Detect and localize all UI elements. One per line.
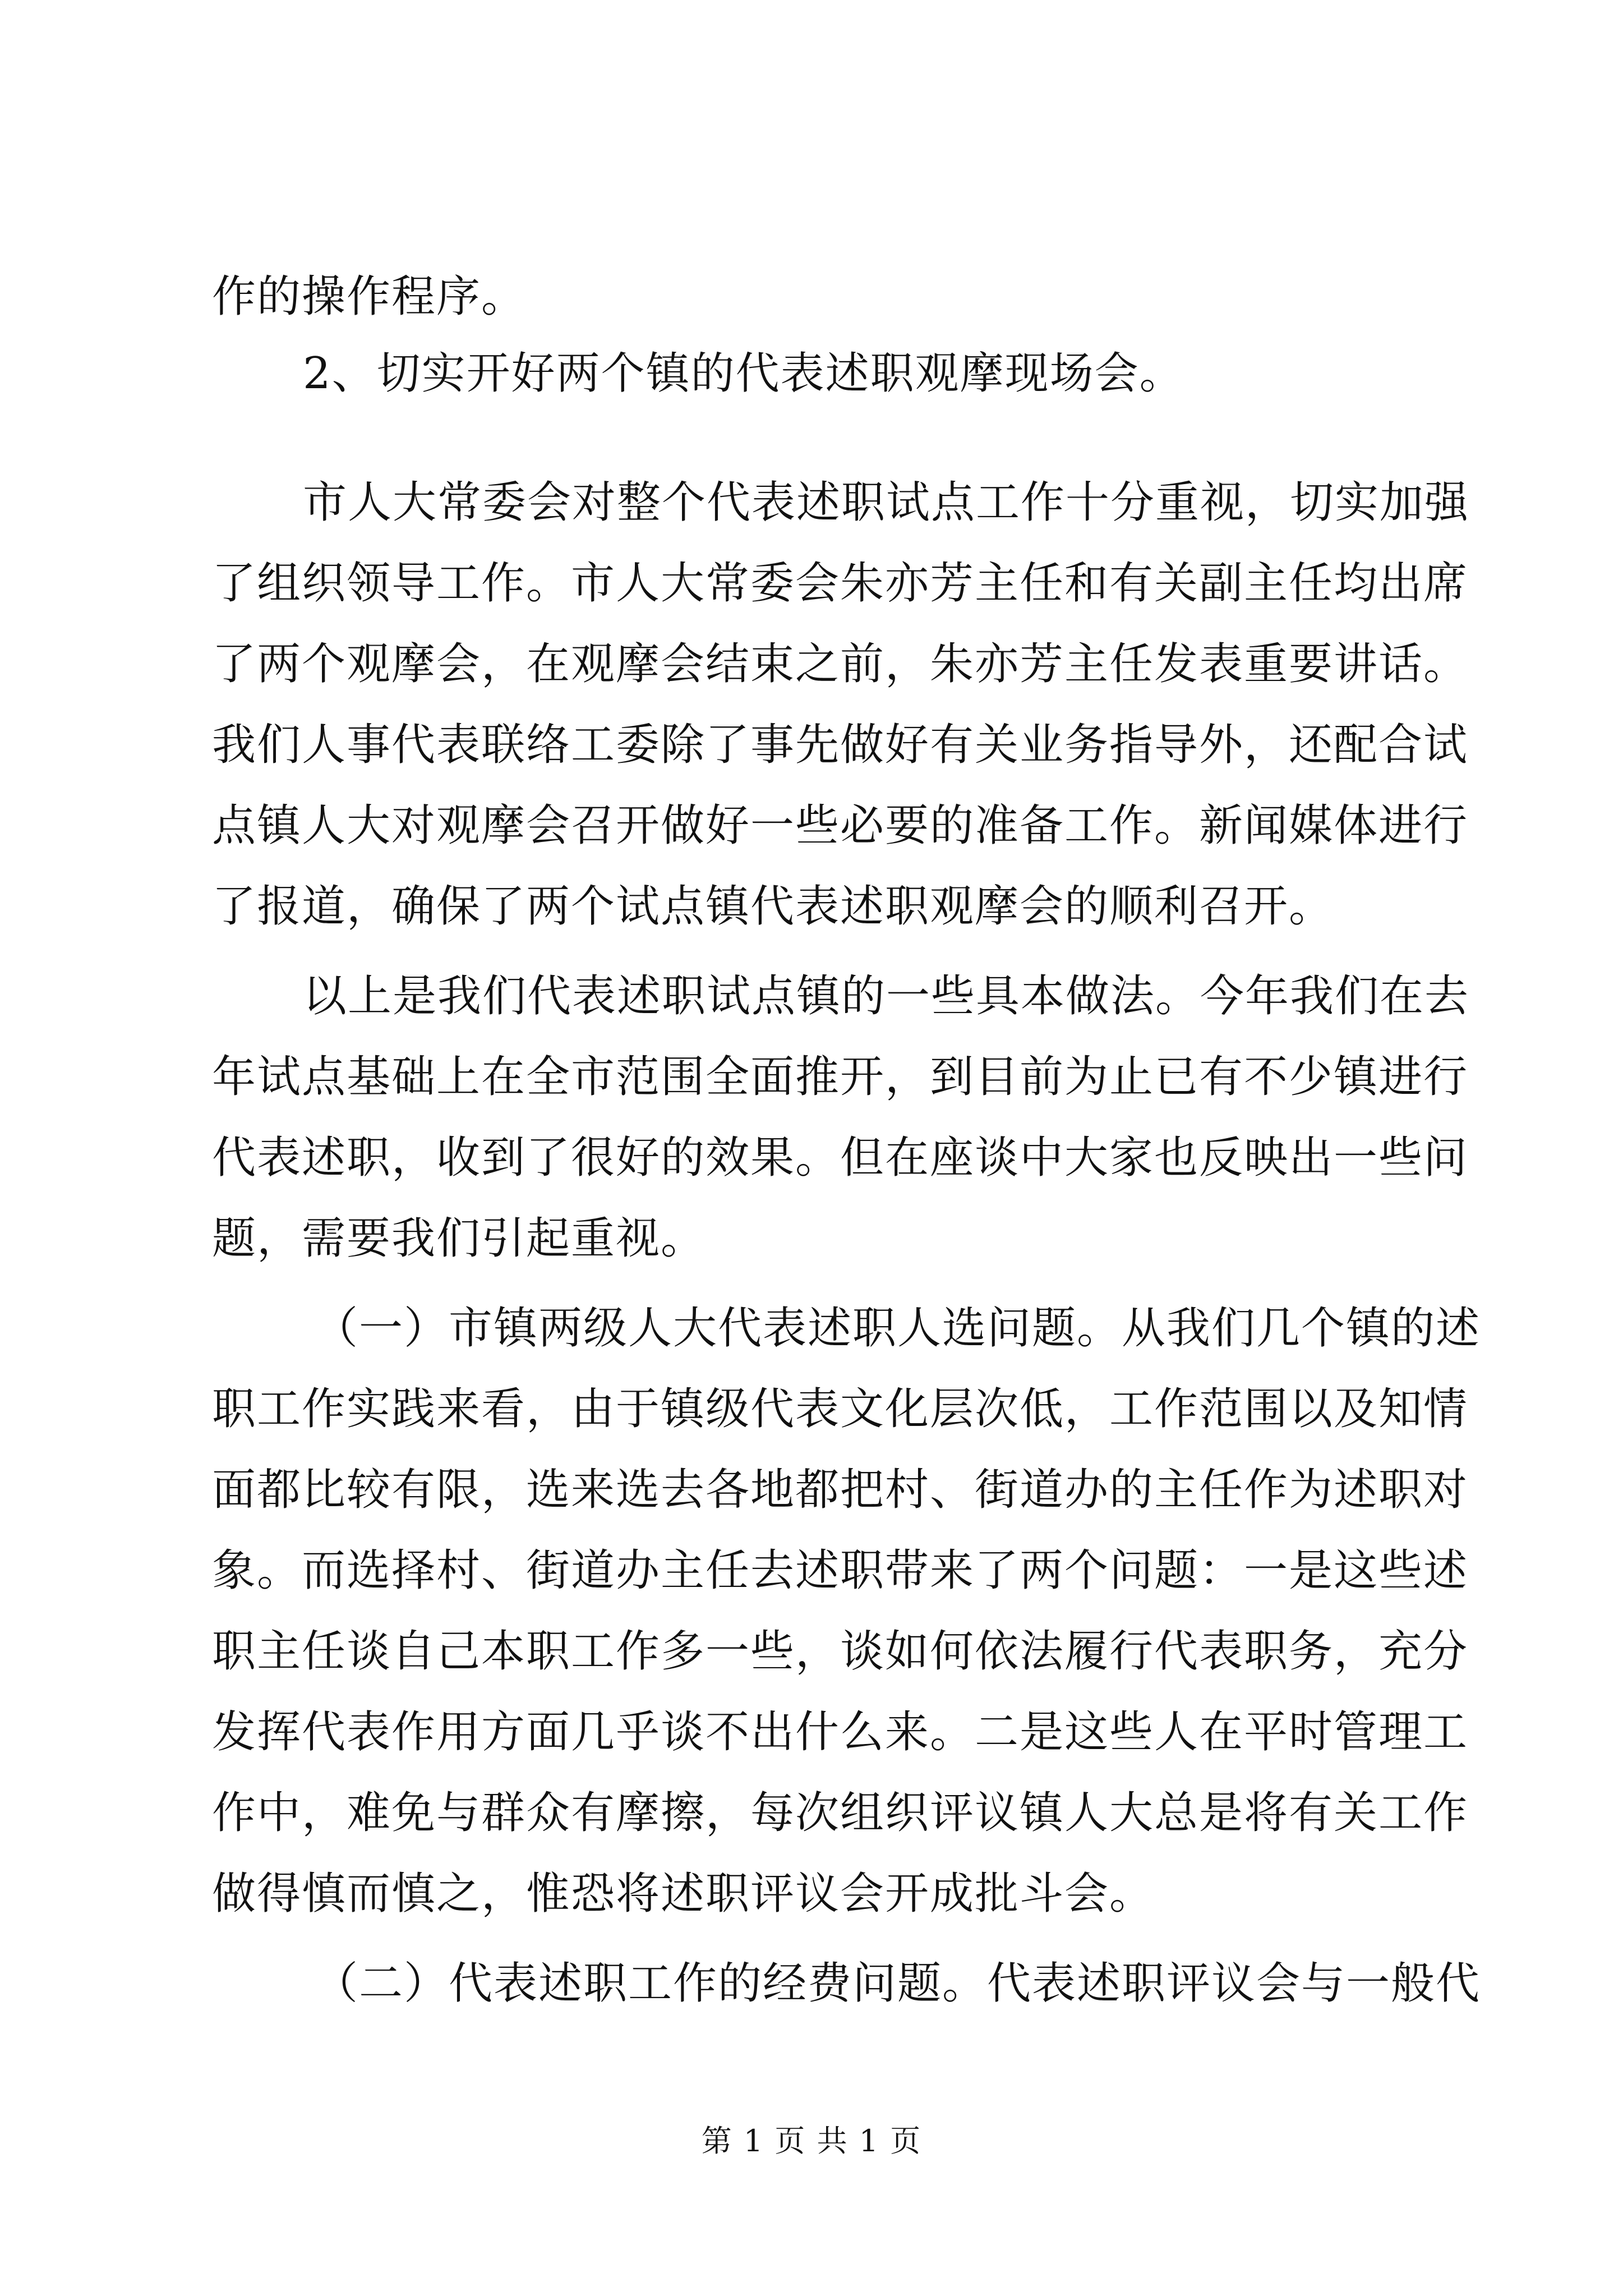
text-line: 市人大常委会对整个代表述职试点工作十分重视，切实加强 bbox=[303, 477, 1470, 528]
text-line: 代表述职，收到了很好的效果。但在座谈中大家也反映出一些问 bbox=[212, 1133, 1469, 1183]
text-line: （二）代表述职工作的经费问题。代表述职评议会与一般代 bbox=[314, 1958, 1481, 2009]
text-line: 了组织领导工作。市人大常委会朱亦芳主任和有关副主任均出席 bbox=[212, 558, 1469, 609]
text-line: 职主任谈自己本职工作多一些，谈如何依法履行代表职务，充分 bbox=[212, 1626, 1469, 1677]
page-number-footer: 第 1 页 共 1 页 bbox=[701, 2123, 922, 2159]
text-line: 象。而选择村、街道办主任去述职带来了两个问题：一是这些述 bbox=[212, 1545, 1469, 1596]
text-line: 题，需要我们引起重视。 bbox=[212, 1213, 706, 1264]
text-line: （一）市镇两级人大代表述职人选问题。从我们几个镇的述 bbox=[314, 1303, 1481, 1354]
text-line: 2、切实开好两个镇的代表述职观摩现场会。 bbox=[303, 348, 1184, 399]
text-line: 做得慎而慎之，惟恐将述职评议会开成批斗会。 bbox=[212, 1869, 1155, 1919]
text-line: 发挥代表作用方面几乎谈不出什么来。二是这些人在平时管理工 bbox=[212, 1707, 1469, 1757]
text-line: 面都比较有限，选来选去各地都把村、街道办的主任作为述职对 bbox=[212, 1465, 1469, 1515]
text-line: 我们人事代表联络工委除了事先做好有关业务指导外，还配合试 bbox=[212, 720, 1469, 770]
text-line: 职工作实践来看，由于镇级代表文化层次低，工作范围以及知情 bbox=[212, 1384, 1469, 1434]
text-line: 年试点基础上在全市范围全面推开，到目前为止已有不少镇进行 bbox=[212, 1052, 1469, 1102]
text-line: 作的操作程序。 bbox=[212, 272, 527, 322]
text-line: 了两个观摩会，在观摩会结束之前，朱亦芳主任发表重要讲话。 bbox=[212, 639, 1469, 689]
text-line: 点镇人大对观摩会召开做好一些必要的准备工作。新闻媒体进行 bbox=[212, 800, 1469, 851]
text-line: 作中，难免与群众有摩擦，每次组织评议镇人大总是将有关工作 bbox=[212, 1788, 1469, 1838]
text-line: 了报道，确保了两个试点镇代表述职观摩会的顺利召开。 bbox=[212, 881, 1334, 932]
text-line: 以上是我们代表述职试点镇的一些具本做法。今年我们在去 bbox=[303, 971, 1470, 1022]
